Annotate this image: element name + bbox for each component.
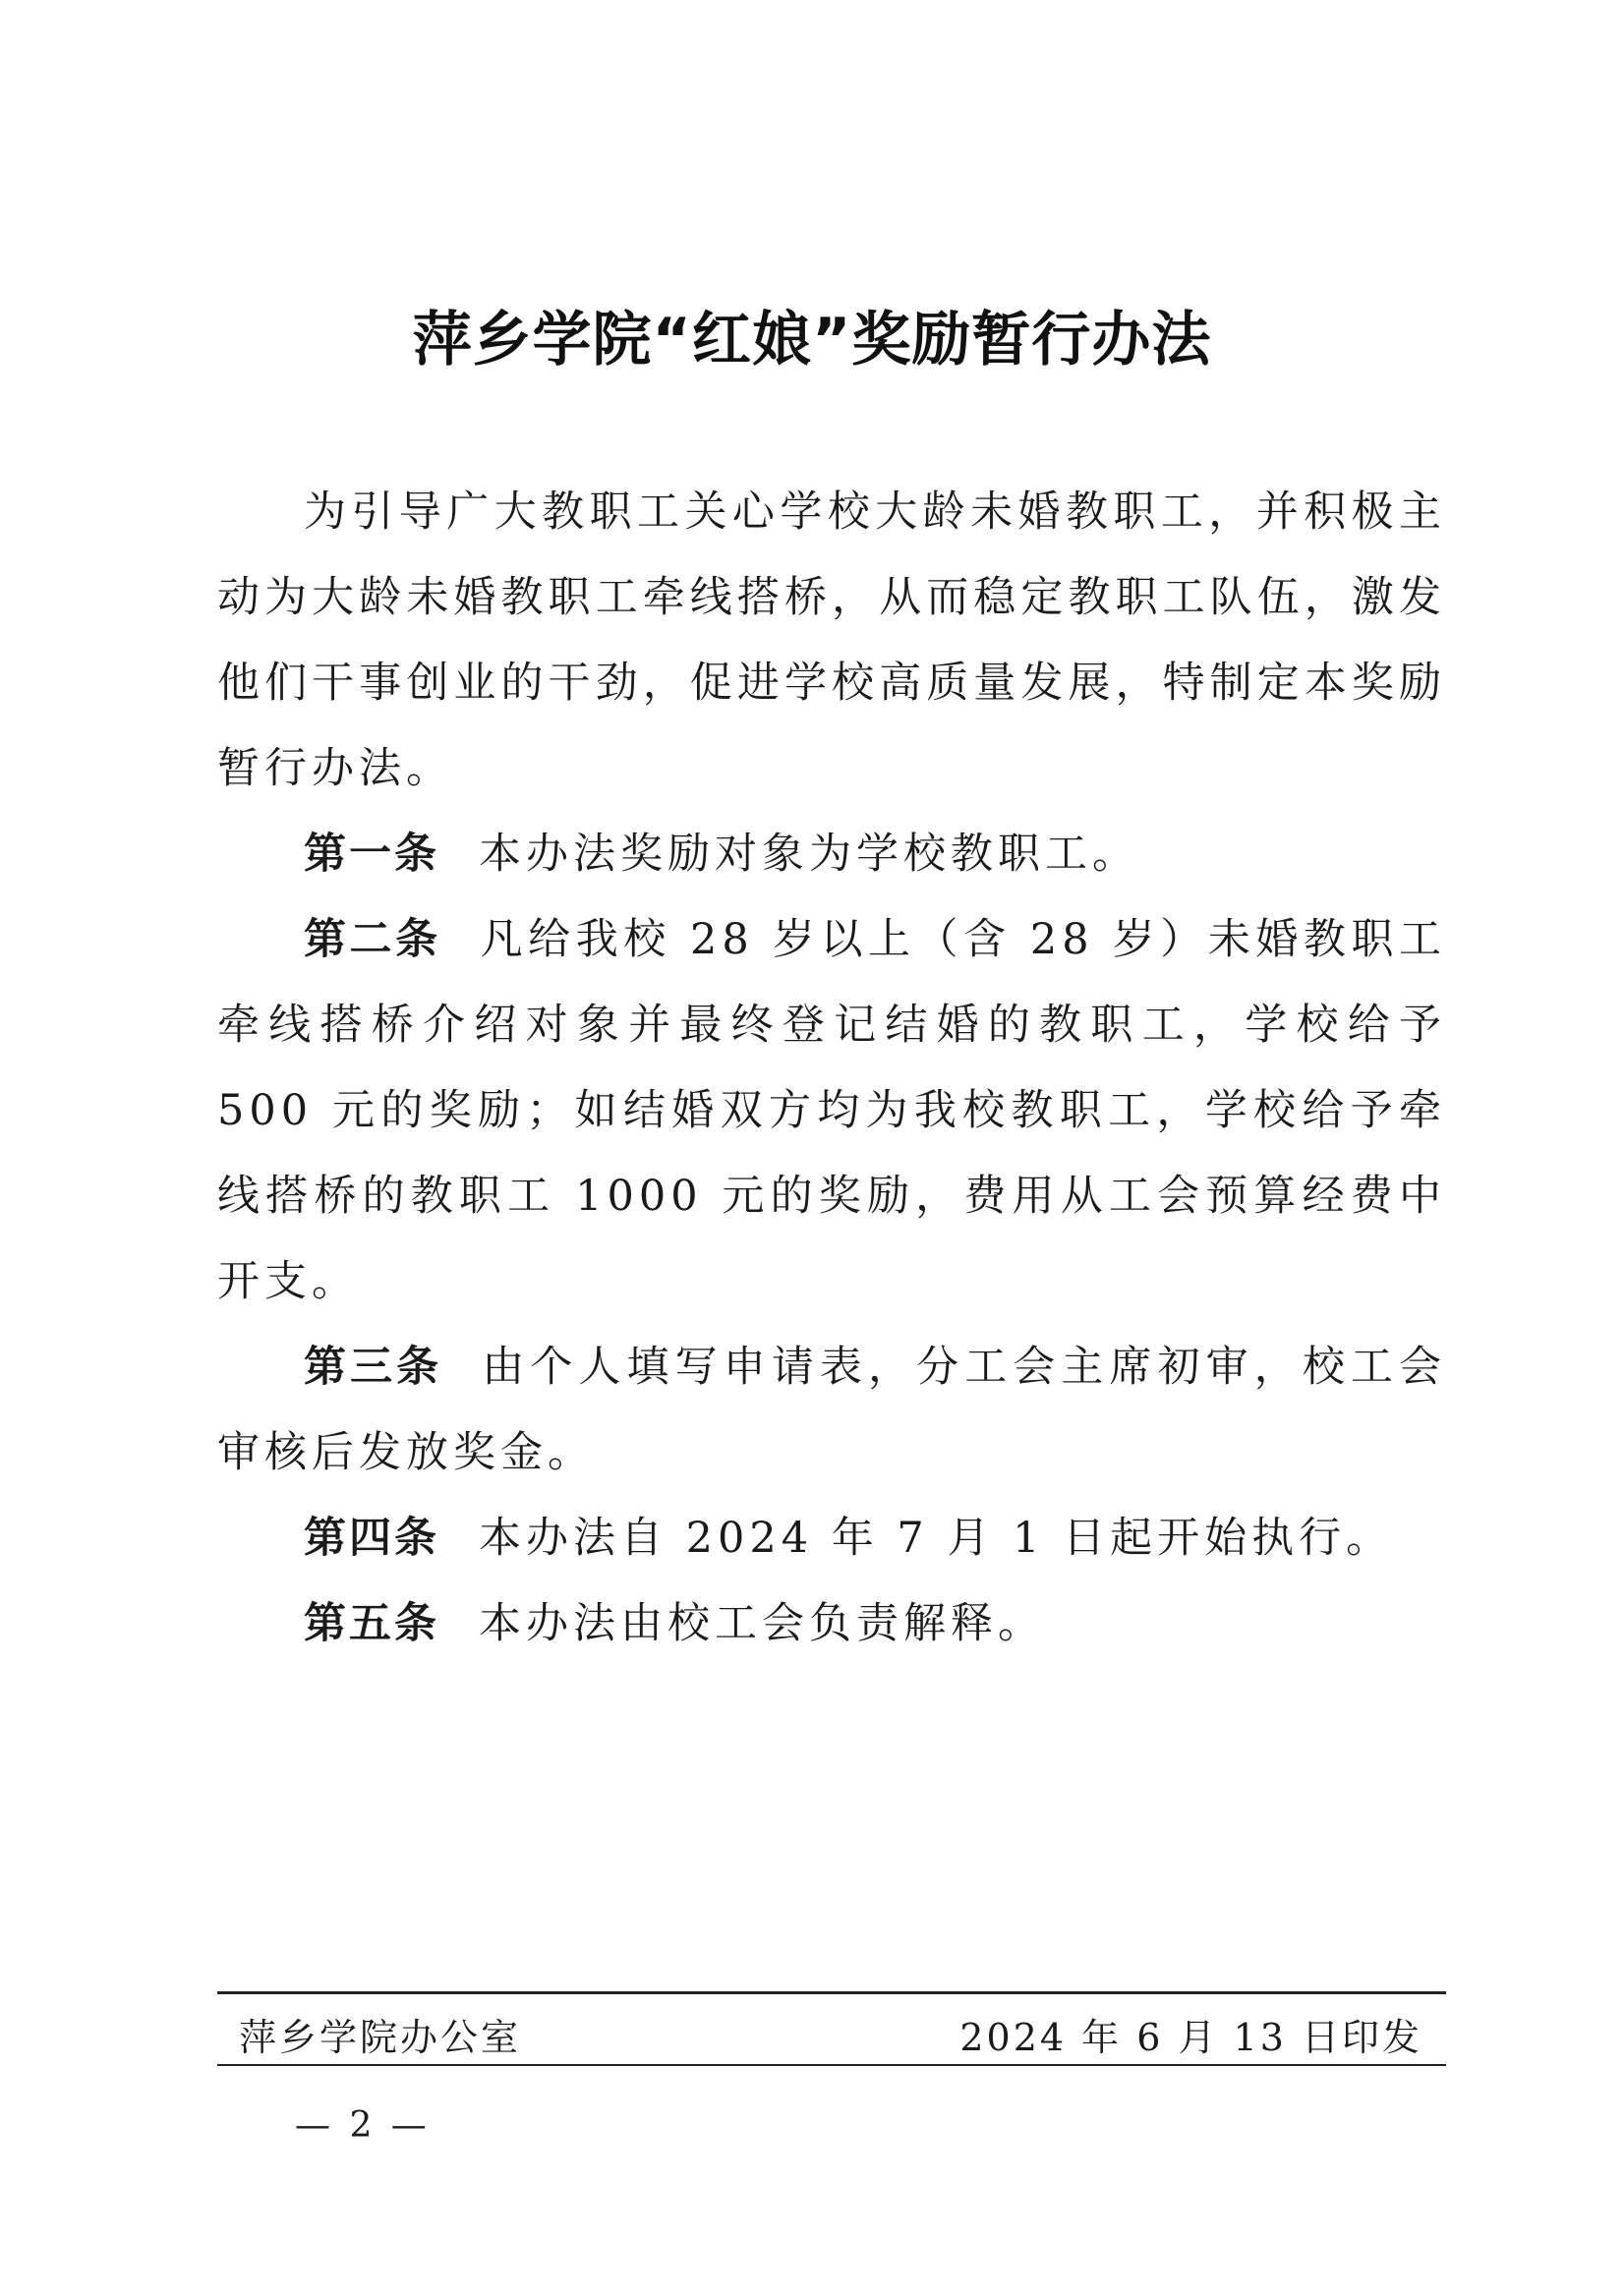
article-label: 第三条 [304, 1343, 443, 1392]
article-text: 本办法由校工会负责解释。 [479, 1599, 1045, 1648]
intro-paragraph: 为引导广大教职工关心学校大龄未婚教职工，并积极主动为大龄未婚教职工牵线搭桥，从而稳定教职工队伍，激发他们干事创业的干劲，促进学校高质量发展，特制定本奖励暂行办法。 [217, 488, 1446, 793]
document-body [217, 470, 1446, 1667]
footer-date: 2024 年 6 月 13 日印发 [959, 2016, 1422, 2059]
article-3 [217, 1325, 1446, 1496]
article-label: 第二条 [304, 915, 441, 964]
article-label: 第四条 [304, 1514, 439, 1563]
article-4 [217, 1496, 1446, 1581]
article-text: 本办法自 2024 年 7 月 1 日起开始执行。 [479, 1514, 1394, 1563]
article-text: 由个人填写申请表，分工会主席初审，校工会审核后发放奖金。 [217, 1343, 1447, 1477]
footer-top-rule [217, 1991, 1446, 1994]
article-label: 第一条 [304, 830, 439, 879]
page-number: — 2 — [295, 2105, 431, 2146]
article-2 [217, 897, 1446, 1325]
article-5 [217, 1581, 1446, 1667]
article-text: 凡给我校 28 岁以上（含 28 岁）未婚教职工牵线搭桥介绍对象并最终登记结婚的教职工，学校给予 500 元的奖励；如结婚双方均为我校教职工，学校给予牵线搭桥的教职工 1000 元的奖励，费用从工会预算经费中开支。 [217, 915, 1446, 1306]
document-title: 萍乡学院“红娘”奖励暂行办法 [412, 306, 1212, 374]
footer-bottom-rule [217, 2064, 1446, 2066]
article-1 [217, 812, 1446, 897]
footer-issuer: 萍乡学院办公室 [239, 2016, 522, 2059]
article-text: 本办法奖励对象为学校教职工。 [479, 830, 1139, 879]
article-label: 第五条 [304, 1599, 439, 1648]
